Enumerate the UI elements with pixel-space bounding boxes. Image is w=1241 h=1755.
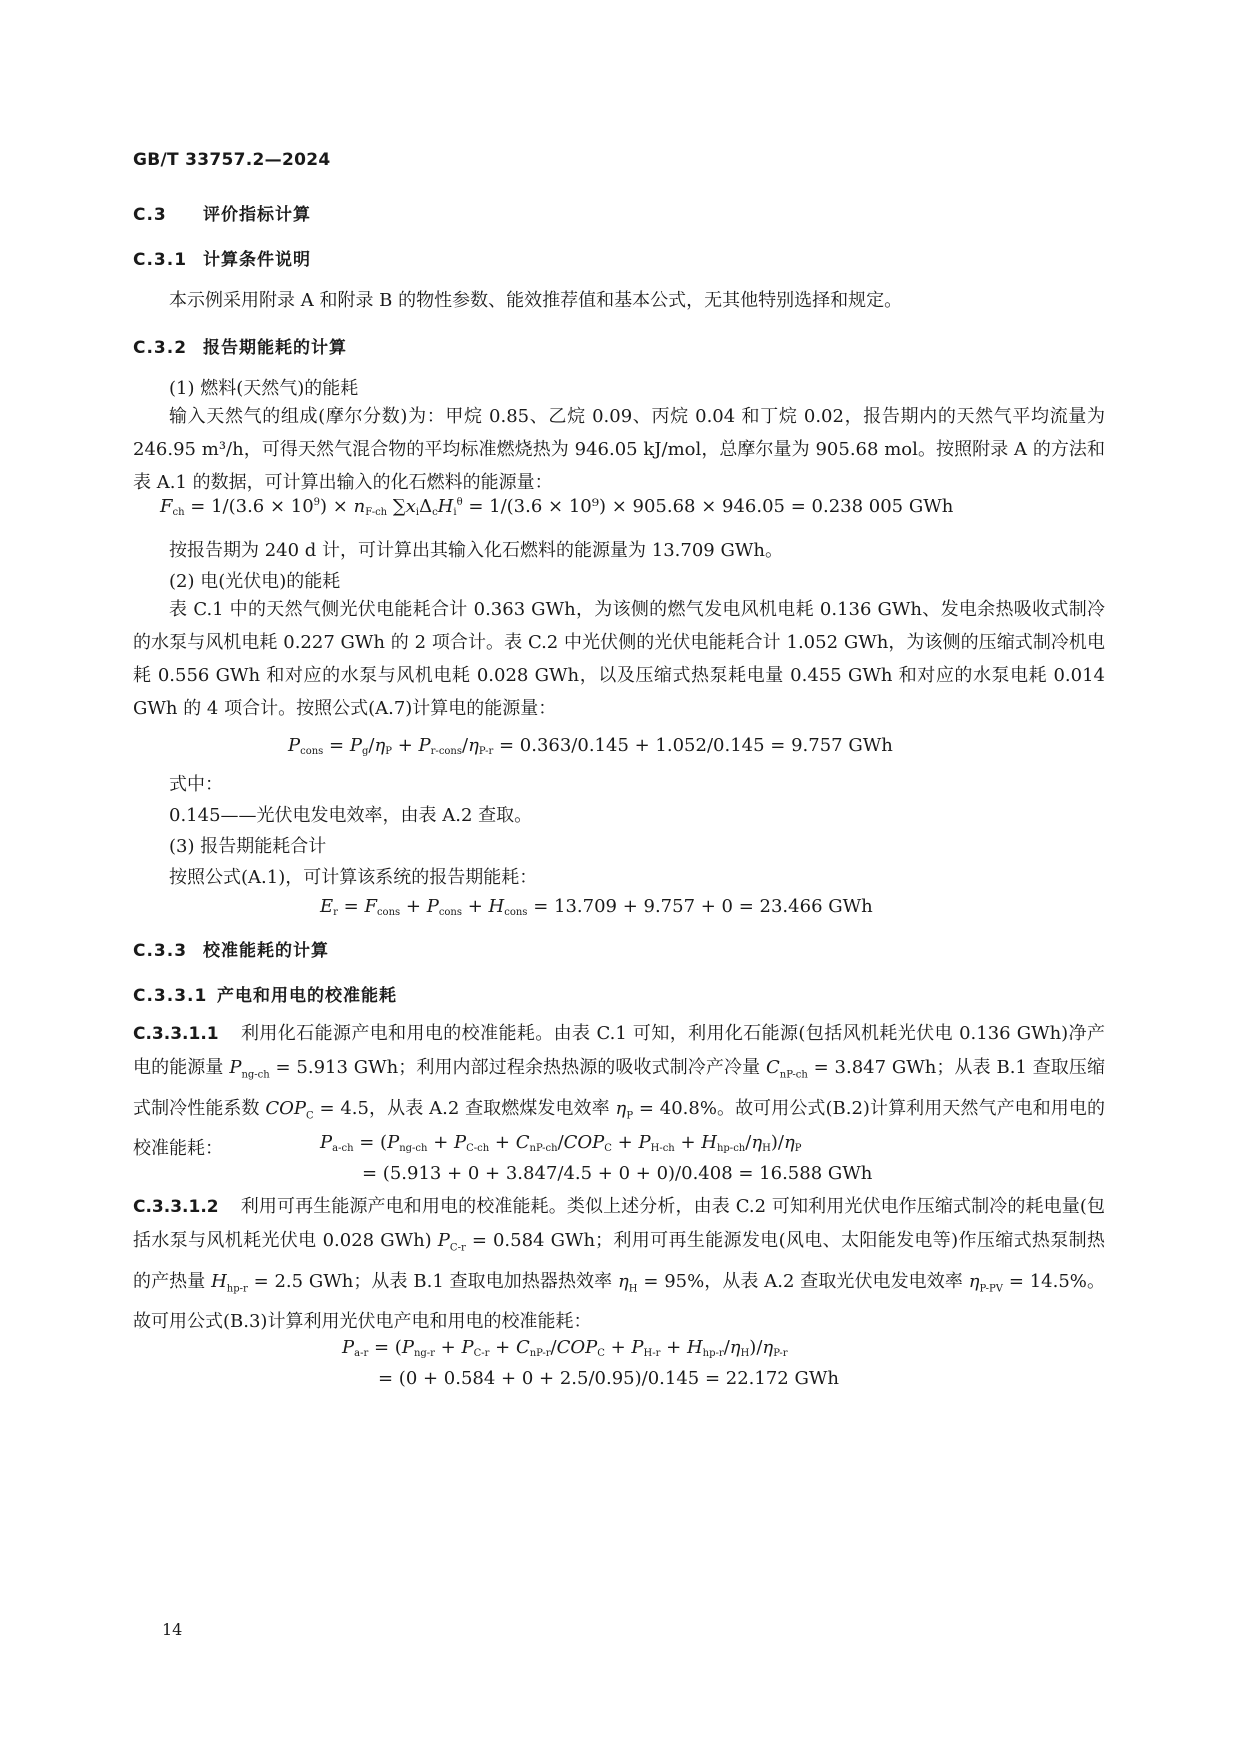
section-title: 报告期能耗的计算 — [203, 338, 347, 358]
section-heading-c33 — [133, 936, 329, 961]
equation-total-result: = 13.709 + 9.757 + 0 = 23.466 GWh — [533, 896, 873, 917]
section-number: C.3 — [133, 205, 167, 225]
clause-number: C.3.3.1.1 — [133, 1024, 219, 1044]
paragraph-total: 按照公式(A.1)，可计算该系统的报告期能耗： — [169, 867, 538, 888]
paragraph-c3312: C.3.3.1.2 利用可再生能源产电和用电的校准能耗。类似上述分析，由表 C.2 可知利用光伏电作压缩式制冷的耗电量(包括水泵与风机耗光伏电 0.028 GWh) $P_{C-r} = 0.584$ GWh；利用可再生能源发电(风电、太阳能发电等)作压缩式热泵制热的产热量 $H_{hp-r} = 2.5$ GWh；从表 B.1 查取电加热器热效率 $\eta_H = 95\%$，从表 A.2 查取光伏电发电效率 $\eta_{P-PV} = 14.5\%$。故可用公式(B.3)计算利用光伏电产电和用电的校准能耗： — [133, 1196, 1105, 1333]
page-number: 14 — [162, 1620, 183, 1639]
section-heading-c32 — [133, 333, 347, 358]
section-title: 计算条件说明 — [203, 250, 311, 270]
item-title-total: (3) 报告期能耗合计 — [169, 836, 327, 857]
equation-electricity: $P_{cons} = P_g/\eta_P + P_{r-cons}/\eta_{P-r} = 0.363/0.145 + 1.052/0.145 = 9.757$ GWh — [288, 735, 893, 757]
equation-fuel-result: = 1/(3.6 × 10⁹) × 905.68 × 946.05 = 0.238 005 GWh — [468, 496, 954, 517]
section-title: 产电和用电的校准能耗 — [217, 986, 397, 1006]
fuel-result: 按报告期为 240 d 计，可计算出其输入化石燃料的能源量为 13.709 GWh。 — [169, 540, 783, 561]
paragraph-electricity: 表 C.1 中的天然气侧光伏电能耗合计 0.363 GWh，为该侧的燃气发电风机电耗 0.136 GWh、发电余热吸收式制冷的水泵与风机电耗 0.227 GWh 的 2 项合计。表 C.2 中光伏侧的光伏电能耗合计 1.052 GWh，为该侧的压缩式制冷机电耗 0.556 GWh 和对应的水泵与风机电耗 0.028 GWh，以及压缩式热泵耗电量 0.455 GWh 和对应的水泵电耗 0.014 GWh 的 4 项合计。按照公式(A.7)计算电的能源量： — [133, 599, 1105, 719]
paragraph-c3311: C.3.3.1.1 利用化石能源产电和用电的校准能耗。由表 C.1 可知，利用化石能源(包括风机耗光伏电 0.136 GWh)净产电的能源量 $P_{ng-ch} = 5.913$ GWh；利用内部过程余热热源的吸收式制冷产冷量 $C_{nP-ch} = 3.847$ GWh；从表 B.1 查取压缩式制冷性能系数 $COP_C = 4.5$，从表 A.2 查取燃煤发电效率 $\eta_P = 40.8\%$。故可用公式(B.2)计算利用天然气产电和用电的校准能耗： — [133, 1023, 1105, 1160]
equation-fossil-line1: $P_{a-ch} = (P_{ng-ch} + P_{C-ch} + C_{nP-ch}/COP_C + P_{H-ch} + H_{hp-ch}/\eta_H)/\eta_P$ — [320, 1132, 802, 1154]
paragraph-fuel: 输入天然气的组成(摩尔分数)为：甲烷 0.85、乙烷 0.09、丙烷 0.04 和丁烷 0.02，报告期内的天然气平均流量为 246.95 m³/h，可得天然气混合物的平均标准燃烧热为 946.05 kJ/mol，总摩尔量为 905.68 mol。按照附录 A 的方法和表 A.1 的数据，可计算出输入的化石燃料的能源量： — [133, 406, 1105, 493]
section-title: 校准能耗的计算 — [203, 941, 329, 961]
equation-renewable-line1: $P_{a-r} = (P_{ng-r} + P_{C-r} + C_{nP-r}/COP_C + P_{H-r} + H_{hp-r}/\eta_H)/\eta_{P-r}$ — [342, 1337, 788, 1359]
section-number: C.3.3 — [133, 941, 188, 961]
section-number: C.3.1 — [133, 250, 188, 270]
clause-number: C.3.3.1.2 — [133, 1197, 219, 1217]
equation-total: $E_r = F_{cons} + P_{cons} + H_{cons} = 13.709 + 9.757 + 0 = 23.466$ GWh — [320, 896, 873, 918]
where-label: 式中： — [169, 774, 223, 795]
item-title-electricity: (2) 电(光伏电)的能耗 — [169, 571, 341, 592]
equation-renewable-line2: = (0 + 0.584 + 0 + 2.5/0.95)/0.145 = 22.172 GWh — [378, 1368, 839, 1389]
item-title-fuel: (1) 燃料(天然气)的能耗 — [169, 378, 359, 399]
standard-number: GB/T 33757.2—2024 — [133, 150, 331, 170]
section-title: 评价指标计算 — [203, 205, 311, 225]
equation-electricity-result: = 0.363/0.145 + 1.052/0.145 = 9.757 GWh — [498, 735, 893, 756]
where-item: 0.145——光伏电发电效率，由表 A.2 查取。 — [169, 805, 533, 826]
equation-fuel: $F_{ch} = 1/(3.6 \times 10^9) \times n_{F-ch}$ $\sum x_i\Delta_cH_i^\theta = 1/(3.6 \times 10^9) \times 905.68 \times 946.05 = 0.238$ 005 GWh — [160, 496, 954, 518]
section-heading-c31 — [133, 245, 311, 270]
section-heading-c331 — [133, 981, 397, 1006]
section-number: C.3.2 — [133, 338, 188, 358]
equation-fossil-line2: = (5.913 + 0 + 3.847/4.5 + 0 + 0)/0.408 = 16.588 GWh — [362, 1163, 873, 1184]
section-heading-c3 — [133, 200, 311, 225]
section-number: C.3.3.1 — [133, 986, 208, 1006]
paragraph-c31: 本示例采用附录 A 和附录 B 的物性参数、能效推荐值和基本公式，无其他特别选择和规定。 — [169, 290, 903, 311]
